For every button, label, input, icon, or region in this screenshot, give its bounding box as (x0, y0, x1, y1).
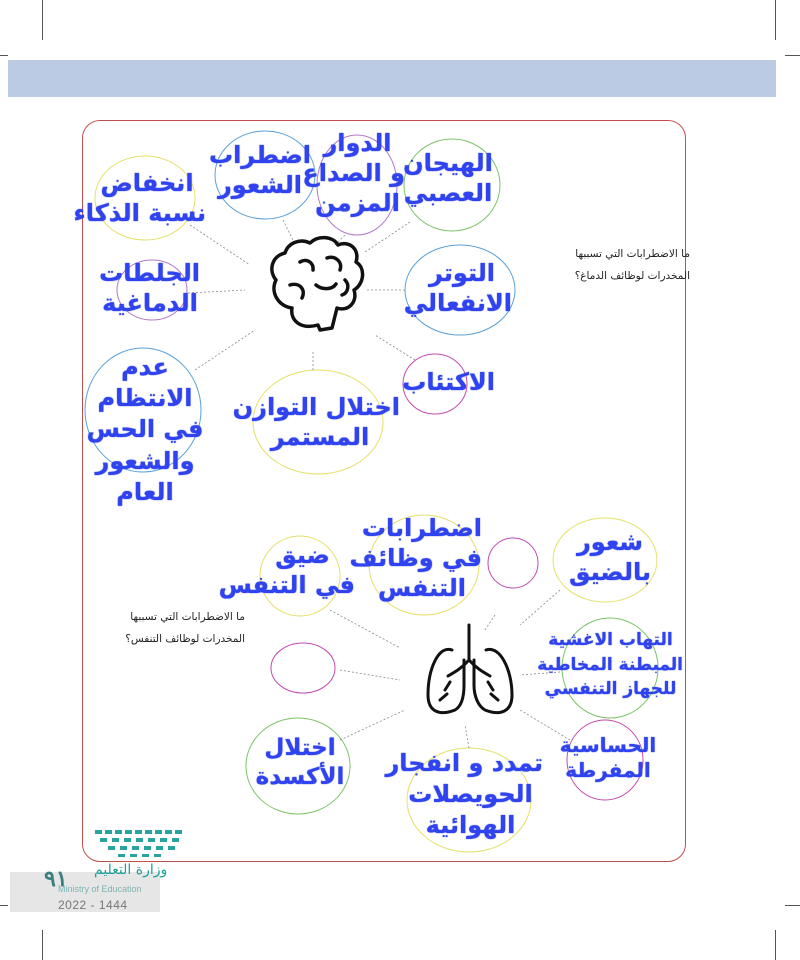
answer-line: و الصداع (302, 159, 405, 187)
answer-shortness-breath (218, 540, 355, 600)
ministry-logo (95, 830, 182, 857)
answer-tension (403, 258, 512, 318)
answer-line: الدوار (323, 129, 392, 157)
edition-year: 2022 - 1444 (58, 898, 128, 912)
answer-line: المفرطة (565, 758, 651, 782)
answer-line: ضيق (275, 541, 330, 569)
answer-line: الانتظام (97, 384, 193, 413)
bubble-outline (271, 643, 335, 693)
answer-breathing-disorders (349, 513, 482, 603)
answer-line: المستمر (270, 423, 370, 451)
answer-line: نسبة الذكاء (73, 199, 206, 227)
answer-line: اختلال (264, 735, 336, 761)
answer-line: العام (116, 477, 174, 506)
answer-line: في وظائف (349, 544, 482, 572)
lungs-icon (428, 625, 512, 713)
answer-low-intelligence (73, 168, 206, 228)
answer-alveoli (385, 748, 543, 842)
brain-question (575, 243, 690, 287)
answer-feeling-disorder (205, 140, 315, 200)
question-line: المخدرات لوظائف التنفس؟ (125, 633, 245, 646)
connector-line (340, 670, 400, 680)
answer-line: الشعور (217, 171, 303, 199)
connector-line (485, 615, 495, 630)
ministry-name-en: Ministry of Education (58, 884, 142, 894)
answer-oxidation (255, 734, 345, 792)
answer-dizziness (302, 128, 405, 218)
answer-line: شعور (576, 528, 643, 556)
answer-inflammation (538, 628, 683, 702)
answer-line: المزمن (315, 189, 400, 217)
connector-line (283, 220, 293, 240)
question-line: ما الاضطرابات التي تسببها (130, 611, 245, 623)
answer-line: الاكتئاب (402, 368, 495, 396)
answer-line: عدم (121, 353, 169, 381)
answer-line: الحساسية (559, 733, 657, 757)
answer-line: اضطراب (208, 141, 312, 169)
answer-brain-clots (100, 258, 200, 318)
answer-line: تمدد و انفجار (385, 749, 543, 777)
answer-balance (232, 392, 400, 452)
answer-line: اختلال التوازن (232, 393, 400, 421)
answer-line: الهوائية (425, 811, 516, 840)
question-line: ما الاضطرابات التي تسببها (575, 248, 690, 260)
connector-line (330, 610, 400, 648)
answer-line: بالضيق (568, 558, 652, 586)
connector-line (340, 710, 405, 740)
answer-agitation (398, 148, 498, 208)
answer-line: للجهاز التنفسي (544, 679, 677, 700)
answer-line: انخفاض (100, 169, 194, 197)
answer-line: الجلطات (99, 259, 200, 287)
ministry-name-ar: وزارة التعليم (94, 862, 168, 878)
answer-line: التوتر (428, 259, 496, 287)
answer-line: الأكسدة (255, 763, 345, 790)
connector-line (365, 222, 410, 252)
answer-sensitivity (552, 733, 664, 783)
connector-line (465, 725, 469, 748)
answer-tightness (560, 527, 660, 587)
answer-line: الهيجان (403, 149, 493, 177)
answer-sensory-disorder (85, 352, 205, 508)
answer-line: اضطرابات (361, 514, 482, 542)
answer-line: في التنفس (218, 571, 355, 599)
connector-line (520, 590, 560, 625)
lungs-question (125, 606, 245, 650)
question-line: المخدرات لوظائف الدماغ؟ (574, 270, 690, 283)
answer-line: المبطنة المخاطية (537, 654, 683, 675)
answer-line: العصبي (403, 179, 493, 207)
answer-line: التهاب الاغشية (548, 630, 673, 650)
answer-line: الدماغية (102, 289, 198, 317)
answer-line: في الحس (86, 415, 204, 444)
connector-line (375, 335, 415, 360)
answer-depression (402, 367, 495, 397)
answer-line: الانفعالي (403, 289, 512, 317)
page-number: ٩١ (44, 866, 68, 891)
answer-line: والشعور (95, 446, 195, 475)
brain-icon (272, 238, 363, 330)
answer-line: التنفس (377, 574, 467, 602)
answer-line: الحويصلات (408, 780, 533, 809)
bubble-outline (488, 538, 538, 588)
